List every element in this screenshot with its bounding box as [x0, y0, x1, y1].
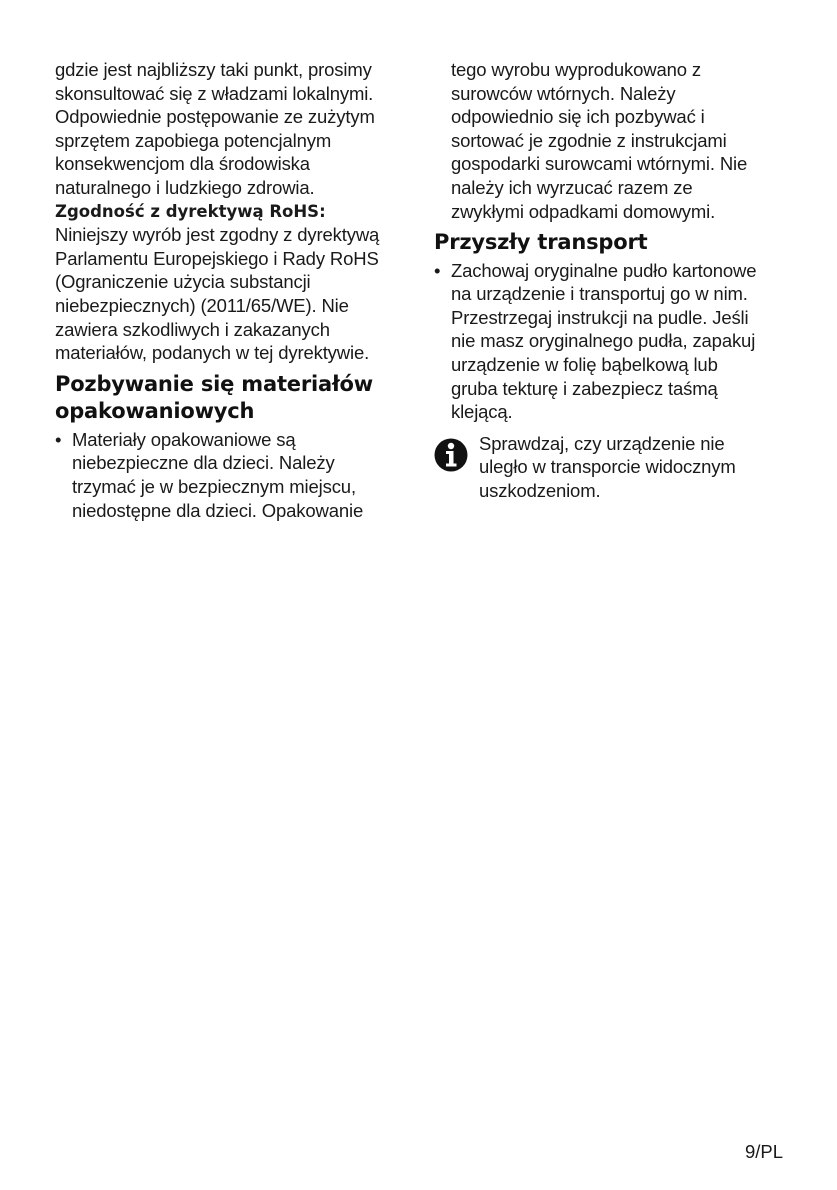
left-column — [55, 58, 405, 522]
packaging-continuation: tego wyrobu wyprodukowano z surowców wtórnych. Należy odpowiednio się ich pozbywać i sortować je zgodnie z instrukcjami gospodarki surowcami wtórnymi. Nie należy ich wyrzucać razem ze zwykłymi odpadkami domowymi. — [451, 59, 748, 222]
info-icon — [434, 438, 468, 472]
disposal-paragraph: gdzie jest najbliższy taki punkt, prosimy skonsultować się z władzami lokalnymi. Odpowiednie postępowanie ze zużytym sprzętem zapobiega potencjalnym konsekwencjom dla środowiska naturalnego i ludzkiego zdrowia. — [55, 59, 375, 198]
page-number: 9/PL — [744, 1141, 783, 1162]
bullet-dot: • — [55, 428, 62, 450]
packaging-heading: Pozbywanie się materiałów opakowaniowych — [55, 371, 373, 424]
right-column — [434, 58, 784, 503]
transport-heading: Przyszły transport — [434, 230, 648, 255]
info-note: Sprawdzaj, czy urządzenie nie uległo w transporcie widocznym uszkodzeniom. — [434, 432, 784, 503]
rohs-paragraph: Niniejszy wyrób jest zgodny z dyrektywą Parlamentu Europejskiego i Rady RoHS (Ograniczenie użycia substancji niebezpiecznych) (2011/65/WE). Nie zawiera szkodliwych i zakazanych materiałów, podanych w tej dyrektywie. — [55, 224, 380, 364]
transport-bullet: • Zachowaj oryginalne pudło kartonowe na urządzenie i transportuj go w nim. Przestrzegaj instrukcji na pudle. Jeśli nie masz oryginalnego pudła, zapakuj urządzenie w folię bąbelkową lub gruba tekturę i zabezpiecz taśmą klejącą. — [434, 259, 757, 423]
bullet-dot: • — [434, 259, 441, 281]
packaging-bullet: • Materiały opakowaniowe są niebezpieczne dla dzieci. Należy trzymać je w bezpiecznym miejscu, niedostępne dla dzieci. Opakowanie — [55, 428, 364, 521]
rohs-heading: Zgodność z dyrektywą RoHS: — [55, 201, 326, 221]
